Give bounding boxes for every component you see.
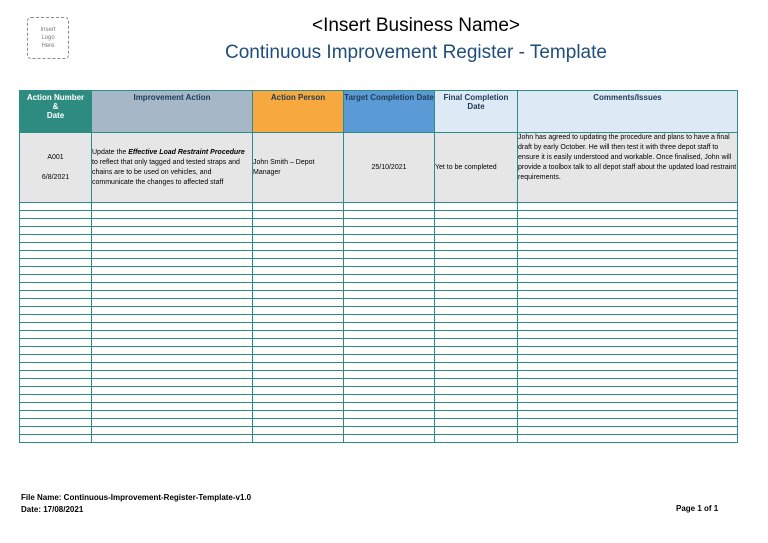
- table-cell-empty[interactable]: [518, 363, 738, 371]
- table-cell-empty[interactable]: [344, 331, 435, 339]
- table-cell-empty[interactable]: [92, 291, 253, 299]
- table-cell-empty[interactable]: [435, 331, 518, 339]
- table-cell-empty[interactable]: [20, 323, 92, 331]
- table-cell-empty[interactable]: [253, 323, 344, 331]
- table-row: [20, 315, 738, 323]
- table-cell-empty[interactable]: [344, 251, 435, 259]
- table-cell-empty[interactable]: [344, 283, 435, 291]
- table-cell-empty[interactable]: [92, 363, 253, 371]
- table-cell-empty[interactable]: [20, 427, 92, 435]
- table-cell-empty[interactable]: [518, 291, 738, 299]
- table-cell-empty[interactable]: [253, 275, 344, 283]
- table-row: [20, 371, 738, 379]
- table-cell-empty[interactable]: [20, 379, 92, 387]
- table-cell-empty[interactable]: [253, 251, 344, 259]
- table-cell-empty[interactable]: [253, 347, 344, 355]
- table-cell-empty[interactable]: [435, 275, 518, 283]
- table-cell-empty[interactable]: [344, 267, 435, 275]
- cell-action-number[interactable]: [20, 133, 92, 203]
- table-cell-empty[interactable]: [253, 419, 344, 427]
- table-cell-empty[interactable]: [518, 395, 738, 403]
- table-cell-empty[interactable]: [20, 267, 92, 275]
- table-cell-empty[interactable]: [20, 355, 92, 363]
- table-cell-empty[interactable]: [518, 307, 738, 315]
- table-cell-empty[interactable]: [92, 323, 253, 331]
- table-cell-empty[interactable]: [92, 419, 253, 427]
- table-cell-empty[interactable]: [92, 387, 253, 395]
- table-cell-empty[interactable]: [92, 315, 253, 323]
- table-cell-empty[interactable]: [20, 211, 92, 219]
- table-cell-empty[interactable]: [20, 259, 92, 267]
- table-cell-empty[interactable]: [344, 387, 435, 395]
- table-cell-empty[interactable]: [518, 347, 738, 355]
- improvement-register-table: [19, 90, 738, 443]
- table-cell-empty[interactable]: [518, 435, 738, 443]
- table-cell-empty[interactable]: [253, 267, 344, 275]
- table-cell-empty[interactable]: [435, 411, 518, 419]
- table-cell-empty[interactable]: [344, 347, 435, 355]
- table-cell-empty[interactable]: [20, 283, 92, 291]
- table-cell-empty[interactable]: [92, 331, 253, 339]
- table-row: [20, 419, 738, 427]
- logo-text-line: Logo: [41, 35, 55, 41]
- table-cell-empty[interactable]: [92, 243, 253, 251]
- table-cell-empty[interactable]: [518, 203, 738, 211]
- table-row: [20, 291, 738, 299]
- table-cell-empty[interactable]: [92, 411, 253, 419]
- table-row: [20, 203, 738, 211]
- table-row: [20, 307, 738, 315]
- table-cell-empty[interactable]: [518, 283, 738, 291]
- table-cell-empty[interactable]: [344, 323, 435, 331]
- table-cell-empty[interactable]: [20, 227, 92, 235]
- table-cell-empty[interactable]: [253, 395, 344, 403]
- table-cell-empty[interactable]: [92, 227, 253, 235]
- table-cell-empty[interactable]: [92, 403, 253, 411]
- table-row: [20, 275, 738, 283]
- table-cell-empty[interactable]: [344, 235, 435, 243]
- table-cell-empty[interactable]: [253, 403, 344, 411]
- table-cell-empty[interactable]: [435, 267, 518, 275]
- table-cell-empty[interactable]: [92, 267, 253, 275]
- table-row: [20, 387, 738, 395]
- table-row: [20, 339, 738, 347]
- table-cell-empty[interactable]: [518, 403, 738, 411]
- cell-improvement-action[interactable]: Update the Effective Load Restraint Procedure to reflect that only tagged and tested straps and chains are to be used on vehicles, and communicate the changes to affected staff: [92, 133, 253, 203]
- table-cell-empty[interactable]: [253, 203, 344, 211]
- table-cell-empty[interactable]: [20, 203, 92, 211]
- table-row: [20, 355, 738, 363]
- table-cell-empty[interactable]: [435, 355, 518, 363]
- table-cell-empty[interactable]: [435, 387, 518, 395]
- table-row: [20, 243, 738, 251]
- table-cell-empty[interactable]: [253, 339, 344, 347]
- table-cell-empty[interactable]: [344, 355, 435, 363]
- table-cell-empty[interactable]: [435, 283, 518, 291]
- table-cell-empty[interactable]: [344, 259, 435, 267]
- table-cell-empty[interactable]: [253, 427, 344, 435]
- table-cell-empty[interactable]: [253, 243, 344, 251]
- table-cell-empty[interactable]: [253, 219, 344, 227]
- header-comments: Comments/Issues: [518, 91, 738, 133]
- table-cell-empty[interactable]: [344, 243, 435, 251]
- header-improvement-action: Improvement Action: [92, 91, 253, 133]
- table-cell-empty[interactable]: [518, 371, 738, 379]
- table-cell-empty[interactable]: [518, 259, 738, 267]
- table-row: [20, 235, 738, 243]
- logo-text-line: Insert: [40, 27, 56, 33]
- table-cell-empty[interactable]: [435, 227, 518, 235]
- table-cell-empty[interactable]: [435, 403, 518, 411]
- table-row: [20, 395, 738, 403]
- table-cell-empty[interactable]: [518, 227, 738, 235]
- table-cell-empty[interactable]: [518, 411, 738, 419]
- table-cell-empty[interactable]: [92, 371, 253, 379]
- table-cell-empty[interactable]: [20, 251, 92, 259]
- table-cell-empty[interactable]: [435, 395, 518, 403]
- table-cell-empty[interactable]: [20, 395, 92, 403]
- header-final-completion: Final Completion Date: [435, 91, 518, 133]
- table-cell-empty[interactable]: [518, 331, 738, 339]
- table-cell-empty[interactable]: [92, 299, 253, 307]
- table-cell-empty[interactable]: [253, 355, 344, 363]
- table-cell-empty[interactable]: [253, 299, 344, 307]
- table-cell-empty[interactable]: [92, 307, 253, 315]
- table-cell-empty[interactable]: [518, 219, 738, 227]
- table-cell-empty[interactable]: [435, 211, 518, 219]
- table-row: [20, 411, 738, 419]
- cell-final-completion[interactable]: Yet to be completed: [435, 133, 518, 203]
- table-cell-empty[interactable]: [20, 419, 92, 427]
- cell-target-completion[interactable]: 25/10/2021: [344, 133, 435, 203]
- table-row: [20, 379, 738, 387]
- table-cell-empty[interactable]: [253, 371, 344, 379]
- table-cell-empty[interactable]: [344, 299, 435, 307]
- table-cell-empty[interactable]: [92, 427, 253, 435]
- table-cell-empty[interactable]: [435, 347, 518, 355]
- table-cell-empty[interactable]: [253, 363, 344, 371]
- table-cell-empty[interactable]: [518, 267, 738, 275]
- cell-comments[interactable]: John has agreed to updating the procedure and plans to have a final draft by early October. He will then test it with three depot staff to ensure it is easily understood and workable. Once finalised, John will provide a toolbox talk to all depot staff about the updated load restraint requirements.: [518, 133, 738, 203]
- procedure-name: Effective Load Restraint Procedure: [128, 148, 245, 156]
- table-cell-empty[interactable]: [20, 403, 92, 411]
- table-row: [20, 363, 738, 371]
- table-cell-empty[interactable]: [344, 219, 435, 227]
- table-cell-empty[interactable]: [518, 275, 738, 283]
- table-cell-empty[interactable]: [435, 203, 518, 211]
- table-row: [20, 347, 738, 355]
- footer-page-number: Page 1 of 1: [676, 504, 719, 513]
- table-cell-empty[interactable]: [435, 243, 518, 251]
- table-cell-empty[interactable]: [20, 331, 92, 339]
- table-cell-empty[interactable]: [92, 379, 253, 387]
- table-cell-empty[interactable]: [344, 227, 435, 235]
- table-cell-empty[interactable]: [435, 251, 518, 259]
- table-cell-empty[interactable]: [92, 435, 253, 443]
- table-cell-empty[interactable]: [344, 379, 435, 387]
- table-cell-empty[interactable]: [518, 379, 738, 387]
- table-cell-empty[interactable]: [253, 211, 344, 219]
- table-row: [20, 427, 738, 435]
- logo-text-line: Here: [41, 43, 55, 49]
- table-row: [20, 267, 738, 275]
- table-cell-empty[interactable]: [92, 211, 253, 219]
- table-cell-empty[interactable]: [92, 283, 253, 291]
- table-row: [20, 435, 738, 443]
- table-cell-empty[interactable]: [518, 355, 738, 363]
- table-cell-empty[interactable]: [435, 339, 518, 347]
- table-header-row: [20, 91, 738, 133]
- table-cell-empty[interactable]: [344, 307, 435, 315]
- table-cell-empty[interactable]: [20, 299, 92, 307]
- table-cell-empty[interactable]: [92, 203, 253, 211]
- table-cell-empty[interactable]: [20, 347, 92, 355]
- table-cell-empty[interactable]: [344, 427, 435, 435]
- table-cell-empty[interactable]: [518, 211, 738, 219]
- table-cell-empty[interactable]: [435, 299, 518, 307]
- table-cell-empty[interactable]: [344, 419, 435, 427]
- table-cell-empty[interactable]: [435, 379, 518, 387]
- action-date-value: 6/8/2021: [41, 173, 70, 181]
- table-cell-empty[interactable]: [20, 275, 92, 283]
- table-row-example: [20, 133, 738, 203]
- table-cell-empty[interactable]: [344, 435, 435, 443]
- table-cell-empty[interactable]: [344, 411, 435, 419]
- table-cell-empty[interactable]: [20, 435, 92, 443]
- table-cell-empty[interactable]: [518, 251, 738, 259]
- table-cell-empty[interactable]: [20, 387, 92, 395]
- table-cell-empty[interactable]: [92, 251, 253, 259]
- table-cell-empty[interactable]: [344, 339, 435, 347]
- table-row: [20, 227, 738, 235]
- table-row: [20, 219, 738, 227]
- table-cell-empty[interactable]: [435, 435, 518, 443]
- table-cell-empty[interactable]: [518, 387, 738, 395]
- table-cell-empty[interactable]: [253, 227, 344, 235]
- table-cell-empty[interactable]: [435, 363, 518, 371]
- table-cell-empty[interactable]: [253, 307, 344, 315]
- table-row: [20, 331, 738, 339]
- table-row: [20, 283, 738, 291]
- table-cell-empty[interactable]: [92, 347, 253, 355]
- action-number-value: A001: [47, 153, 64, 161]
- table-cell-empty[interactable]: [344, 371, 435, 379]
- table-cell-empty[interactable]: [20, 315, 92, 323]
- table-cell-empty[interactable]: [92, 339, 253, 347]
- table-cell-empty[interactable]: [518, 323, 738, 331]
- table-cell-empty[interactable]: [92, 395, 253, 403]
- table-cell-empty[interactable]: [435, 235, 518, 243]
- table-cell-empty[interactable]: [20, 235, 92, 243]
- table-cell-empty[interactable]: [20, 363, 92, 371]
- table-row: [20, 259, 738, 267]
- table-cell-empty[interactable]: [253, 411, 344, 419]
- table-row: [20, 299, 738, 307]
- table-cell-empty[interactable]: [344, 211, 435, 219]
- header-target-completion: Target Completion Date: [344, 91, 435, 133]
- table-cell-empty[interactable]: [435, 323, 518, 331]
- table-cell-empty[interactable]: [92, 259, 253, 267]
- table-cell-empty[interactable]: [435, 371, 518, 379]
- footer-file-name: File Name: Continuous-Improvement-Register-Template-v1.0: [21, 493, 252, 502]
- table-cell-empty[interactable]: [518, 243, 738, 251]
- table-cell-empty[interactable]: [253, 235, 344, 243]
- table-row: [20, 251, 738, 259]
- table-cell-empty[interactable]: [20, 371, 92, 379]
- table-cell-empty[interactable]: [435, 307, 518, 315]
- table-cell-empty[interactable]: [344, 315, 435, 323]
- table-cell-empty[interactable]: [518, 315, 738, 323]
- table-cell-empty[interactable]: [253, 291, 344, 299]
- table-cell-empty[interactable]: [344, 275, 435, 283]
- table-cell-empty[interactable]: [435, 427, 518, 435]
- table-cell-empty[interactable]: [20, 307, 92, 315]
- table-cell-empty[interactable]: [435, 259, 518, 267]
- table-cell-empty[interactable]: [435, 315, 518, 323]
- table-cell-empty[interactable]: [20, 339, 92, 347]
- table-cell-empty[interactable]: [253, 379, 344, 387]
- page-title: Continuous Improvement Register - Template: [225, 42, 607, 63]
- table-cell-empty[interactable]: [20, 243, 92, 251]
- table-cell-empty[interactable]: [344, 395, 435, 403]
- table-cell-empty[interactable]: [253, 315, 344, 323]
- table-cell-empty[interactable]: [518, 299, 738, 307]
- table-cell-empty[interactable]: [92, 275, 253, 283]
- table-cell-empty[interactable]: [20, 411, 92, 419]
- table-cell-empty[interactable]: [92, 355, 253, 363]
- table-cell-empty[interactable]: [435, 419, 518, 427]
- table-cell-empty[interactable]: [253, 435, 344, 443]
- cell-action-person[interactable]: John Smith – Depot Manager: [253, 133, 344, 203]
- table-cell-empty[interactable]: [92, 219, 253, 227]
- table-cell-empty[interactable]: [253, 387, 344, 395]
- table-cell-empty[interactable]: [344, 203, 435, 211]
- footer-date: Date: 17/08/2021: [21, 505, 84, 514]
- table-cell-empty[interactable]: [435, 291, 518, 299]
- table-cell-empty[interactable]: [518, 339, 738, 347]
- table-row: [20, 403, 738, 411]
- table-cell-empty[interactable]: [344, 291, 435, 299]
- header-action-number: Action Number & Date: [20, 91, 92, 133]
- table-row: [20, 211, 738, 219]
- table-cell-empty[interactable]: [253, 259, 344, 267]
- table-cell-empty[interactable]: [518, 419, 738, 427]
- table-cell-empty[interactable]: [518, 235, 738, 243]
- table-cell-empty[interactable]: [20, 219, 92, 227]
- table-cell-empty[interactable]: [435, 219, 518, 227]
- footer-info: [21, 492, 251, 516]
- table-cell-empty[interactable]: [253, 331, 344, 339]
- table-cell-empty[interactable]: [20, 291, 92, 299]
- table-cell-empty[interactable]: [518, 427, 738, 435]
- table-cell-empty[interactable]: [344, 403, 435, 411]
- table-row: [20, 323, 738, 331]
- header-action-person: Action Person: [253, 91, 344, 133]
- table-cell-empty[interactable]: [92, 235, 253, 243]
- table-cell-empty[interactable]: [344, 363, 435, 371]
- table-cell-empty[interactable]: [253, 283, 344, 291]
- business-name: <Insert Business Name>: [311, 15, 521, 36]
